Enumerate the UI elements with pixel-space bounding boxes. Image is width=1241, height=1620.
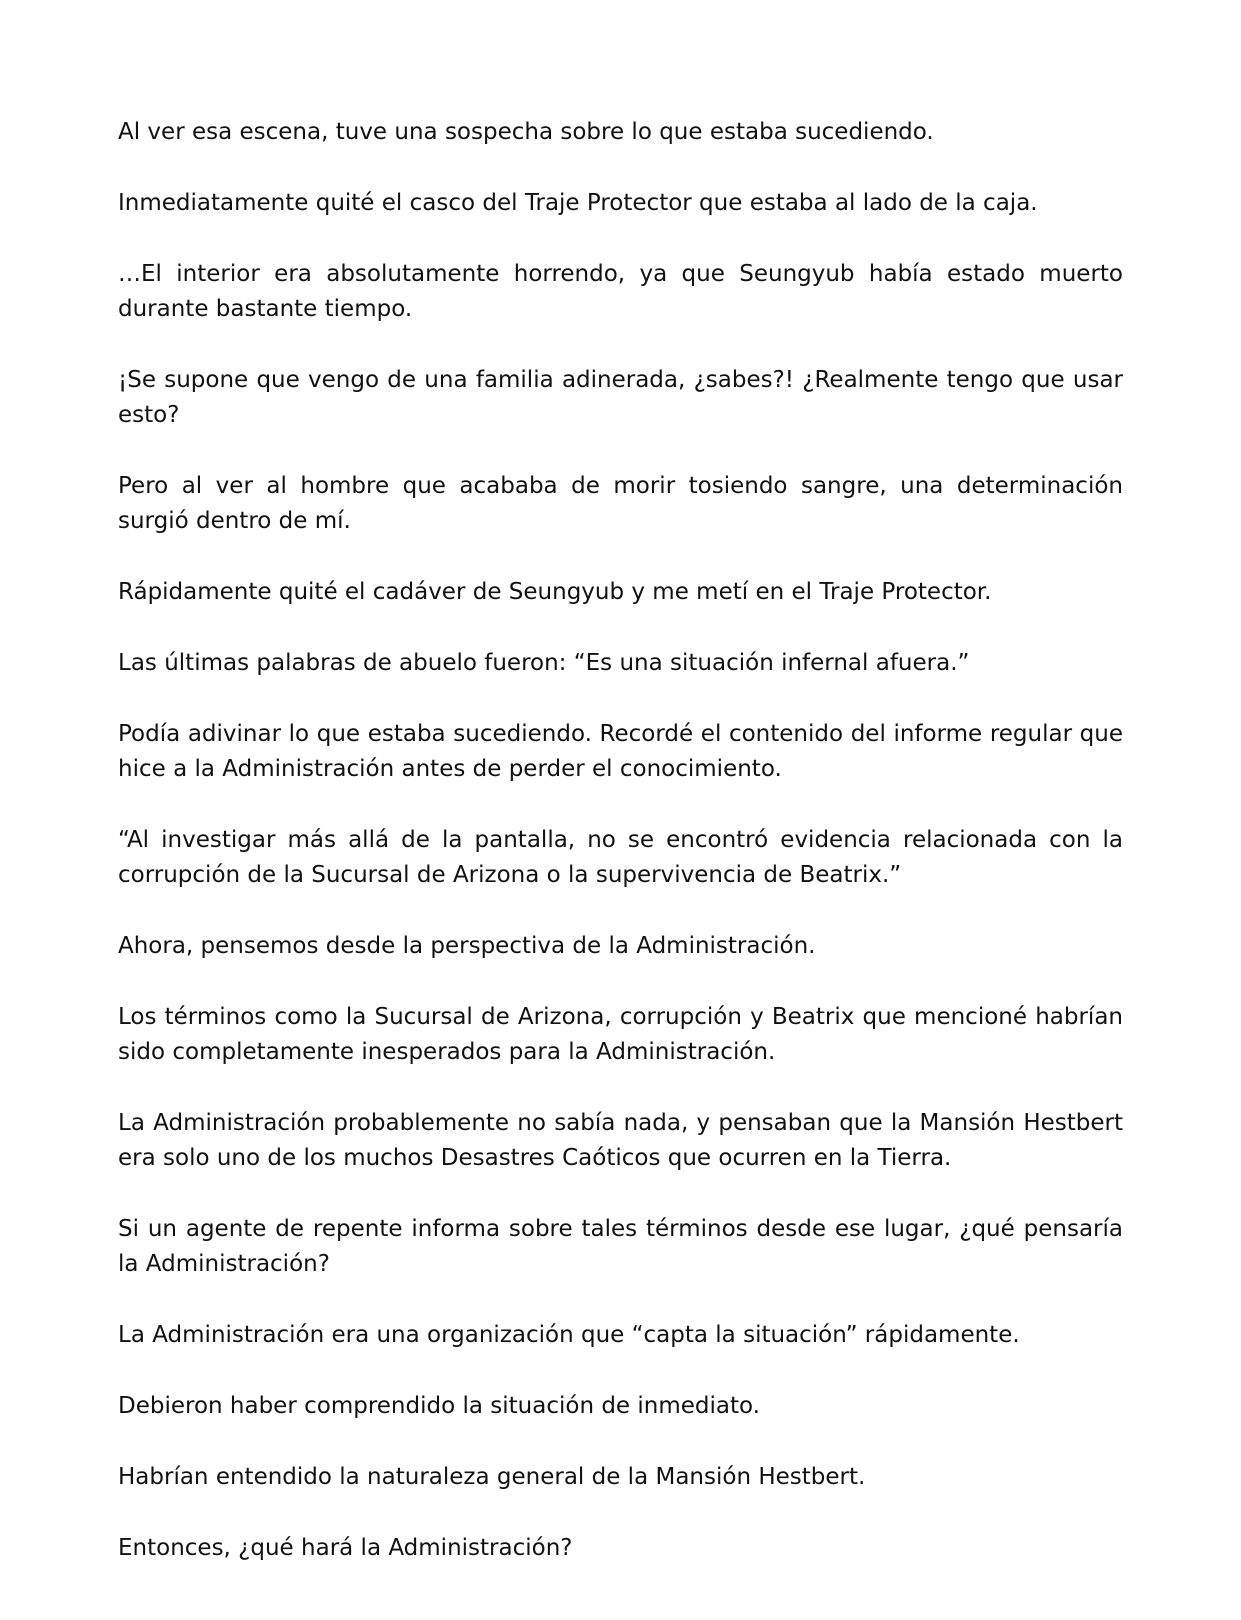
- paragraph-3: …El interior era absolutamente horrendo, ya que Seungyub había estado muerto durante bastante tiempo.: [118, 261, 1123, 322]
- document-body: [118, 115, 1123, 1566]
- paragraph-2: Inmediatamente quité el casco del Traje Protector que estaba al lado de la caja.: [118, 190, 1038, 216]
- paragraph-12: La Administración probablemente no sabía nada, y pensaban que la Mansión Hestbert era solo uno de los muchos Desastres Caóticos que ocurren en la Tierra.: [118, 1110, 1123, 1171]
- paragraph-6: Rápidamente quité el cadáver de Seungyub y me metí en el Traje Protector.: [118, 579, 992, 605]
- paragraph-8: Podía adivinar lo que estaba sucediendo. Recordé el contenido del informe regular que hice a la Administración antes de perder el conocimiento.: [118, 721, 1123, 782]
- paragraph-13: Si un agente de repente informa sobre tales términos desde ese lugar, ¿qué pensaría la Administración?: [118, 1216, 1123, 1277]
- paragraph-4: ¡Se supone que vengo de una familia adinerada, ¿sabes?! ¿Realmente tengo que usar esto?: [118, 367, 1123, 428]
- paragraph-14: La Administración era una organización que “capta la situación” rápidamente.: [118, 1322, 1020, 1348]
- paragraph-11: Los términos como la Sucursal de Arizona, corrupción y Beatrix que mencioné habrían sido completamente inesperados para la Administración.: [118, 1004, 1123, 1065]
- paragraph-7: Las últimas palabras de abuelo fueron: “Es una situación infernal afuera.”: [118, 650, 970, 676]
- paragraph-9: “Al investigar más allá de la pantalla, no se encontró evidencia relacionada con la corrupción de la Sucursal de Arizona o la supervivencia de Beatrix.”: [118, 827, 1123, 888]
- paragraph-1: Al ver esa escena, tuve una sospecha sobre lo que estaba sucediendo.: [118, 119, 934, 145]
- paragraph-15: Debieron haber comprendido la situación de inmediato.: [118, 1393, 760, 1419]
- paragraph-17: Entonces, ¿qué hará la Administración?: [118, 1535, 573, 1561]
- paragraph-10: Ahora, pensemos desde la perspectiva de la Administración.: [118, 933, 816, 959]
- paragraph-5: Pero al ver al hombre que acababa de morir tosiendo sangre, una determinación surgió dentro de mí.: [118, 473, 1123, 534]
- paragraph-16: Habrían entendido la naturaleza general de la Mansión Hestbert.: [118, 1464, 866, 1490]
